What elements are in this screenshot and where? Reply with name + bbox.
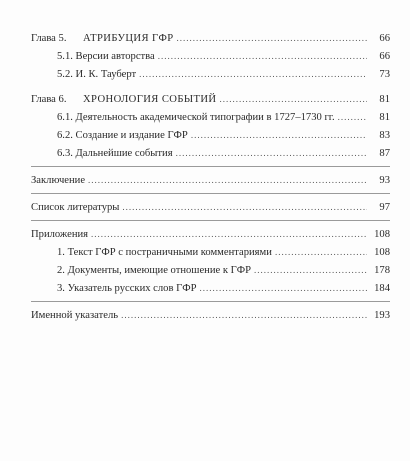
dot-leader — [275, 243, 367, 261]
toc-bibliography — [31, 198, 390, 216]
toc-chapter-5 — [31, 29, 390, 47]
divider — [31, 193, 390, 194]
toc-conclusion — [31, 171, 390, 189]
page-number: 93 — [379, 175, 390, 186]
dot-leader — [158, 47, 367, 65]
page-number: 193 — [374, 310, 390, 321]
dot-leader — [254, 261, 367, 279]
page-number: 66 — [379, 51, 390, 62]
dot-leader — [338, 108, 367, 126]
page-number: 81 — [379, 112, 390, 123]
section-title: 3. Указатель русских слов ГФР — [57, 283, 197, 294]
dot-leader — [200, 279, 367, 297]
toc-appendices — [31, 225, 390, 243]
toc-name-index — [31, 306, 390, 324]
page-number: 108 — [374, 247, 390, 258]
table-of-contents — [31, 29, 390, 324]
toc-section-6-2 — [31, 126, 390, 144]
dot-leader — [219, 90, 367, 108]
chapter-number: Глава 6. — [31, 94, 67, 105]
chapter-title: АТРИБУЦИЯ ГФР — [83, 33, 174, 44]
toc-section-6-1 — [31, 108, 390, 126]
page-number: 81 — [379, 94, 390, 105]
section-title: 1. Текст ГФР с постраничными комментариями — [57, 247, 272, 258]
toc-section-5-2 — [31, 65, 390, 83]
page-number: 73 — [379, 69, 390, 80]
page-number: 108 — [374, 229, 390, 240]
divider — [31, 166, 390, 167]
page-number: 184 — [374, 283, 390, 294]
toc-appendix-3 — [31, 279, 390, 297]
dot-leader — [177, 29, 367, 47]
section-title: 6.2. Создание и издание ГФР — [57, 130, 188, 141]
entry-title: Приложения — [31, 229, 89, 240]
dot-leader — [139, 65, 367, 83]
page-number: 178 — [374, 265, 390, 276]
entry-title: Именной указатель — [31, 310, 119, 321]
page-number: 83 — [379, 130, 390, 141]
chapter-number: Глава 5. — [31, 33, 67, 44]
dot-leader — [122, 198, 367, 216]
chapter-title: ХРОНОЛОГИЯ СОБЫТИЙ — [83, 94, 217, 105]
section-title: 6.1. Деятельность академической типографии в 1727–1730 гг. — [57, 112, 335, 123]
page-number: 97 — [379, 202, 390, 213]
dot-leader — [91, 225, 367, 243]
dot-leader — [88, 171, 367, 189]
section-title: 2. Документы, имеющие отношение к ГФР — [57, 265, 252, 276]
page-number: 66 — [379, 33, 390, 44]
entry-title: Заключение — [31, 175, 86, 186]
divider — [31, 301, 390, 302]
page-number: 87 — [379, 148, 390, 159]
divider — [31, 220, 390, 221]
section-title: 5.2. И. К. Тауберт — [57, 69, 137, 80]
dot-leader — [191, 126, 367, 144]
entry-title: Список литературы — [31, 202, 120, 213]
toc-chapter-6 — [31, 90, 390, 108]
toc-appendix-2 — [31, 261, 390, 279]
section-title: 5.1. Версии авторства — [57, 51, 155, 62]
toc-appendix-1 — [31, 243, 390, 261]
toc-section-6-3 — [31, 144, 390, 162]
dot-leader — [121, 306, 367, 324]
section-title: 6.3. Дальнейшие события — [57, 148, 173, 159]
dot-leader — [176, 144, 367, 162]
toc-section-5-1 — [31, 47, 390, 65]
